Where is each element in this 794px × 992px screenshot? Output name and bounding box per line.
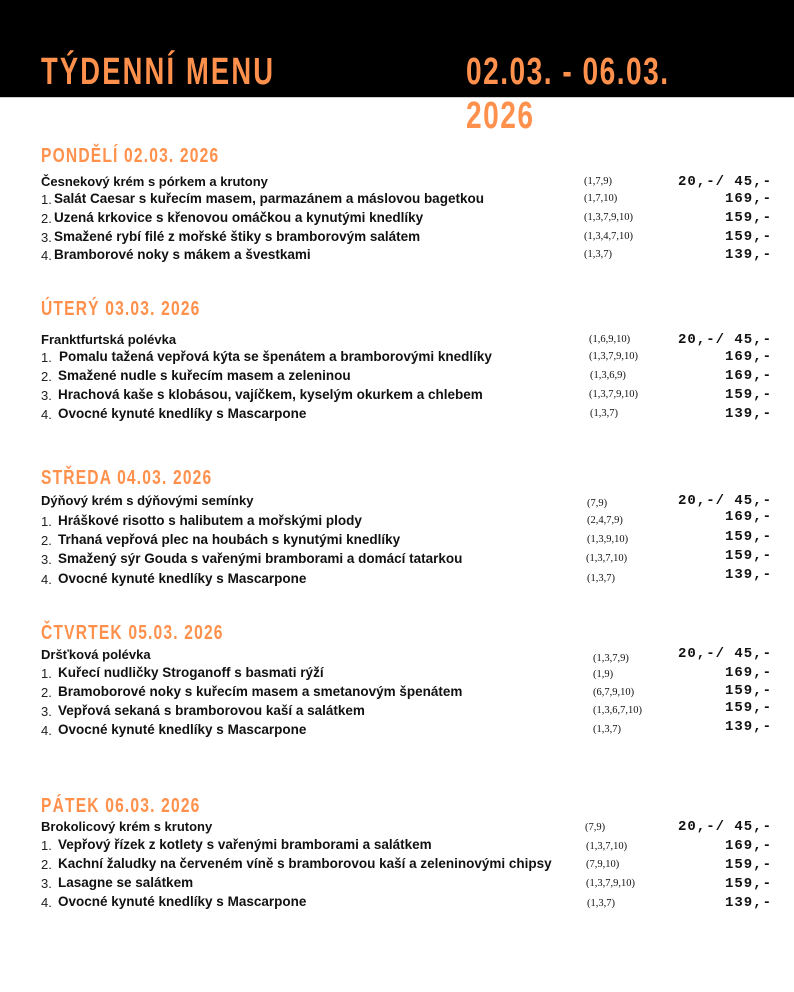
menu-item-row — [0, 531, 794, 550]
price: 159,- — [724, 387, 772, 403]
menu-item-row — [0, 567, 794, 589]
menu-item-row — [0, 228, 794, 247]
price: 159,- — [724, 700, 772, 716]
menu-item-row — [0, 855, 794, 874]
allergens: (1,3,6,7,10) — [593, 705, 642, 716]
dish-name: Vepřová sekaná s bramborovou kaší a salátkem — [58, 703, 365, 718]
allergens: (1,3,7,9,10) — [589, 389, 638, 400]
price: 20,-/ 45,- — [677, 332, 772, 348]
price: 159,- — [724, 529, 772, 545]
day-title: PÁTEK 06.03. 2026 — [41, 795, 201, 817]
item-number: 3. — [41, 552, 52, 567]
item-number: 4. — [41, 248, 52, 263]
price: 139,- — [724, 895, 772, 911]
price: 159,- — [724, 876, 772, 892]
dish-name: Hráškové risotto s halibutem a mořskými plody — [58, 513, 362, 528]
price: 20,-/ 45,- — [677, 493, 772, 509]
allergens: (6,7,9,10) — [593, 687, 635, 698]
price: 159,- — [724, 857, 772, 873]
price: 139,- — [724, 406, 772, 422]
price: 139,- — [724, 719, 772, 735]
price: 159,- — [724, 683, 772, 699]
menu-item-row — [0, 348, 794, 367]
item-number: 1. — [41, 838, 52, 853]
dish-name: Smažený sýr Gouda s vařenými bramborami a domácí tatarkou — [58, 551, 463, 566]
dish-name: Ovocné kynuté knedlíky s Mascarpone — [58, 894, 307, 909]
item-number: 2. — [41, 685, 52, 700]
allergens: (1,3,7) — [590, 408, 618, 419]
menu-item-row — [0, 874, 794, 893]
price: 139,- — [724, 247, 772, 263]
item-number: 4. — [41, 895, 52, 910]
item-number: 4. — [41, 407, 52, 422]
allergens: (1,3,7,9) — [593, 653, 629, 664]
menu-item-row — [0, 836, 794, 855]
dish-name: Pomalu tažená vepřová kýta se špenátem a bramborovými knedlíky — [59, 349, 492, 364]
allergens: (1,3,7,9,10) — [584, 212, 633, 223]
allergens: (1,3,7) — [587, 573, 615, 584]
header-bar — [0, 0, 794, 137]
allergens: (1,3,7) — [593, 724, 621, 735]
allergens: (1,9) — [593, 669, 614, 680]
allergens: (7,9,10) — [586, 859, 620, 870]
day-title: STŘEDA 04.03. 2026 — [41, 467, 213, 489]
menu-item-row — [0, 702, 794, 721]
soup-row — [0, 492, 794, 511]
day-title: ČTVRTEK 05.03. 2026 — [41, 622, 224, 644]
price: 20,-/ 45,- — [677, 174, 772, 190]
menu-item-row — [0, 509, 794, 531]
price: 169,- — [724, 665, 772, 681]
item-number: 2. — [41, 369, 52, 384]
menu-item-row — [0, 664, 794, 683]
dish-name: Kuřecí nudličky Stroganoff s basmati rýží — [58, 665, 324, 680]
price: 159,- — [724, 210, 772, 226]
item-number: 1. — [41, 350, 52, 365]
dish-name: Salát Caesar s kuřecím masem, parmazánem a máslovou bagetkou — [54, 191, 484, 206]
item-number: 1. — [41, 514, 52, 529]
soup-name: Brokolicový krém s krutony — [41, 819, 213, 834]
allergens: (7,9) — [585, 822, 606, 833]
menu-title: TÝDENNÍ MENU — [41, 51, 276, 93]
allergens: (2,4,7,9) — [587, 515, 623, 526]
item-number: 2. — [41, 857, 52, 872]
item-number: 3. — [41, 876, 52, 891]
soup-name: Dršťková polévka — [41, 647, 151, 662]
allergens: (7,9) — [587, 498, 608, 509]
dish-name: Smažené rybí filé z mořské štiky s bramborovým salátem — [54, 229, 421, 244]
soup-name: Česnekový krém s pórkem a krutony — [41, 174, 268, 189]
menu-item-row — [0, 386, 794, 405]
menu-date-range: 02.03. - 06.03. 2026 — [466, 51, 670, 137]
price: 169,- — [724, 349, 772, 365]
menu-item-row — [0, 683, 794, 702]
allergens: (1,3,6,9) — [590, 370, 626, 381]
price: 20,-/ 45,- — [677, 646, 772, 662]
allergens: (1,3,7) — [587, 898, 615, 909]
price: 20,-/ 45,- — [677, 819, 772, 835]
allergens: (1,3,7,9,10) — [586, 878, 635, 889]
item-number: 3. — [41, 388, 52, 403]
item-number: 4. — [41, 572, 52, 587]
soup-name: Dýňový krém s dýňovými semínky — [41, 493, 254, 508]
price: 159,- — [724, 548, 772, 564]
dish-name: Kachní žaludky na červeném víně s bramborovou kaší a zeleninovými chipsy — [58, 856, 552, 871]
dish-name: Bramoborové noky s kuřecím masem a smetanovým špenátem — [58, 684, 463, 699]
dish-name: Lasagne se salátkem — [58, 875, 194, 890]
item-number: 1. — [41, 192, 52, 207]
menu-item-row — [0, 893, 794, 912]
menu-item-row — [0, 209, 794, 228]
day-title: ÚTERÝ 03.03. 2026 — [41, 298, 201, 320]
soup-row — [0, 646, 794, 665]
allergens: (1,7,9) — [584, 176, 612, 187]
menu-item-row — [0, 246, 794, 265]
dish-name: Ovocné kynuté knedlíky s Mascarpone — [58, 571, 307, 586]
allergens: (1,7,10) — [584, 193, 618, 204]
price: 159,- — [724, 229, 772, 245]
menu-item-row — [0, 190, 794, 209]
item-number: 2. — [41, 211, 52, 226]
dish-name: Hrachová kaše s klobásou, vajíčkem, kyselým okurkem a chlebem — [58, 387, 483, 402]
price: 169,- — [724, 191, 772, 207]
menu-item-row — [0, 721, 794, 740]
dish-name: Vepřový řízek z kotlety s vařenými bramborami a salátkem — [58, 837, 432, 852]
soup-row — [0, 818, 794, 837]
allergens: (1,3,9,10) — [587, 534, 629, 545]
dish-name: Ovocné kynuté knedlíky s Mascarpone — [58, 722, 307, 737]
day-title: PONDĚLÍ 02.03. 2026 — [41, 145, 220, 167]
item-number: 1. — [41, 666, 52, 681]
item-number: 3. — [41, 704, 52, 719]
allergens: (1,3,7,10) — [586, 841, 628, 852]
allergens: (1,3,4,7,10) — [584, 231, 633, 242]
item-number: 2. — [41, 533, 52, 548]
item-number: 3. — [41, 230, 52, 245]
price: 169,- — [724, 368, 772, 384]
menu-item-row — [0, 405, 794, 424]
dish-name: Ovocné kynuté knedlíky s Mascarpone — [58, 406, 307, 421]
price: 169,- — [724, 838, 772, 854]
allergens: (1,3,7) — [584, 249, 612, 260]
item-number: 4. — [41, 723, 52, 738]
dish-name: Uzená krkovice s křenovou omáčkou a kynutými knedlíky — [54, 210, 424, 225]
allergens: (1,3,7,10) — [586, 553, 628, 564]
price: 169,- — [724, 509, 772, 525]
dish-name: Trhaná vepřová plec na houbách s kynutými knedlíky — [58, 532, 401, 547]
dish-name: Bramborové noky s mákem a švestkami — [54, 247, 311, 262]
menu-item-row — [0, 367, 794, 386]
menu-item-row — [0, 550, 794, 569]
allergens: (1,3,7,9,10) — [589, 351, 638, 362]
soup-name: Franktfurtská polévka — [41, 332, 177, 347]
price: 139,- — [724, 567, 772, 583]
allergens: (1,6,9,10) — [589, 334, 631, 345]
dish-name: Smažené nudle s kuřecím masem a zeleninou — [58, 368, 351, 383]
